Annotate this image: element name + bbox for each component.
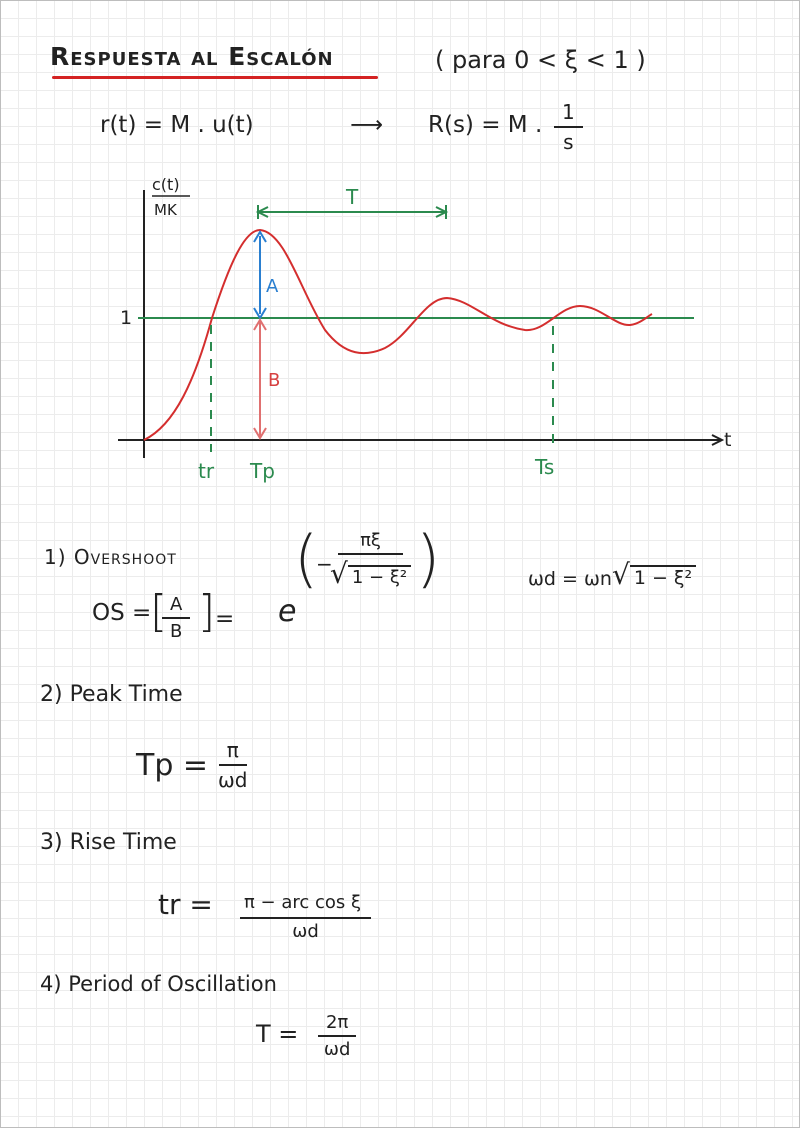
exp-paren-left: ( [294,522,319,595]
peak-time-lhs: Tp = [136,748,209,783]
y-one-label: 1 [120,307,133,329]
exp-sqrt-icon: √ [330,557,348,590]
rise-time-den: ωd [292,921,319,942]
peak-time-den: ωd [218,768,248,792]
input-time-domain: r(t) = M . u(t) [100,112,254,138]
tp-label: Tp [250,459,275,483]
step-response-graph [0,0,800,500]
input-laplace-den: s [563,130,574,154]
damped-frequency-rhs: 1 − ξ² [630,565,696,589]
page-title: Respuesta al Escalón [50,42,334,71]
a-label: A [266,276,279,297]
rise-time-num: π − arc cos ξ [240,892,371,919]
exp-fraction [330,530,411,590]
abs-bar-right: ] [198,586,216,637]
period-den: ωd [323,1039,351,1060]
overshoot-ratio [162,594,190,642]
y-label-den: MK [154,201,177,219]
rise-time-heading: 3) Rise Time [40,830,177,855]
b-label: B [268,370,281,391]
response-curve [144,230,652,440]
peak-time-fraction [218,738,247,792]
input-laplace-lhs: R(s) = M . [428,112,543,138]
overshoot-lhs: OS = [92,600,152,626]
ts-label: Ts [535,455,555,479]
exp-num: πξ [338,530,403,555]
damped-sqrt-icon: √ [612,558,630,591]
overshoot-ratio-den: B [169,621,183,642]
arrow-icon: ⟶ [350,112,383,138]
damped-frequency-lhs: ωd = ωn [528,568,612,590]
period-lhs: T = [256,1020,299,1048]
rise-time-lhs: tr = [158,888,213,921]
input-laplace-num: 1 [554,100,583,128]
period-label: T [346,185,359,209]
period-fraction [318,1012,356,1060]
damped-frequency-sqrt [612,558,696,591]
x-axis-label: t [724,429,732,451]
tr-label: tr [198,459,215,483]
period-heading: 4) Period of Oscillation [40,972,277,996]
abs-bar-left: [ [150,586,168,637]
exp-paren-right: ) [416,522,441,595]
period-num: 2π [318,1012,356,1037]
exp-den: 1 − ξ² [348,565,411,588]
damping-condition: ( para 0 < ξ < 1 ) [435,46,646,74]
peak-time-heading: 2) Peak Time [40,682,183,707]
peak-time-num: π [219,738,247,766]
exp-sign: − [316,552,333,576]
overshoot-heading: 1) Overshoot [44,545,177,569]
overshoot-eq: = [215,606,235,632]
overshoot-ratio-num: A [162,594,190,619]
y-label-num: c(t) [152,175,180,194]
rise-time-fraction [240,892,371,942]
exp-base: e [278,594,297,629]
